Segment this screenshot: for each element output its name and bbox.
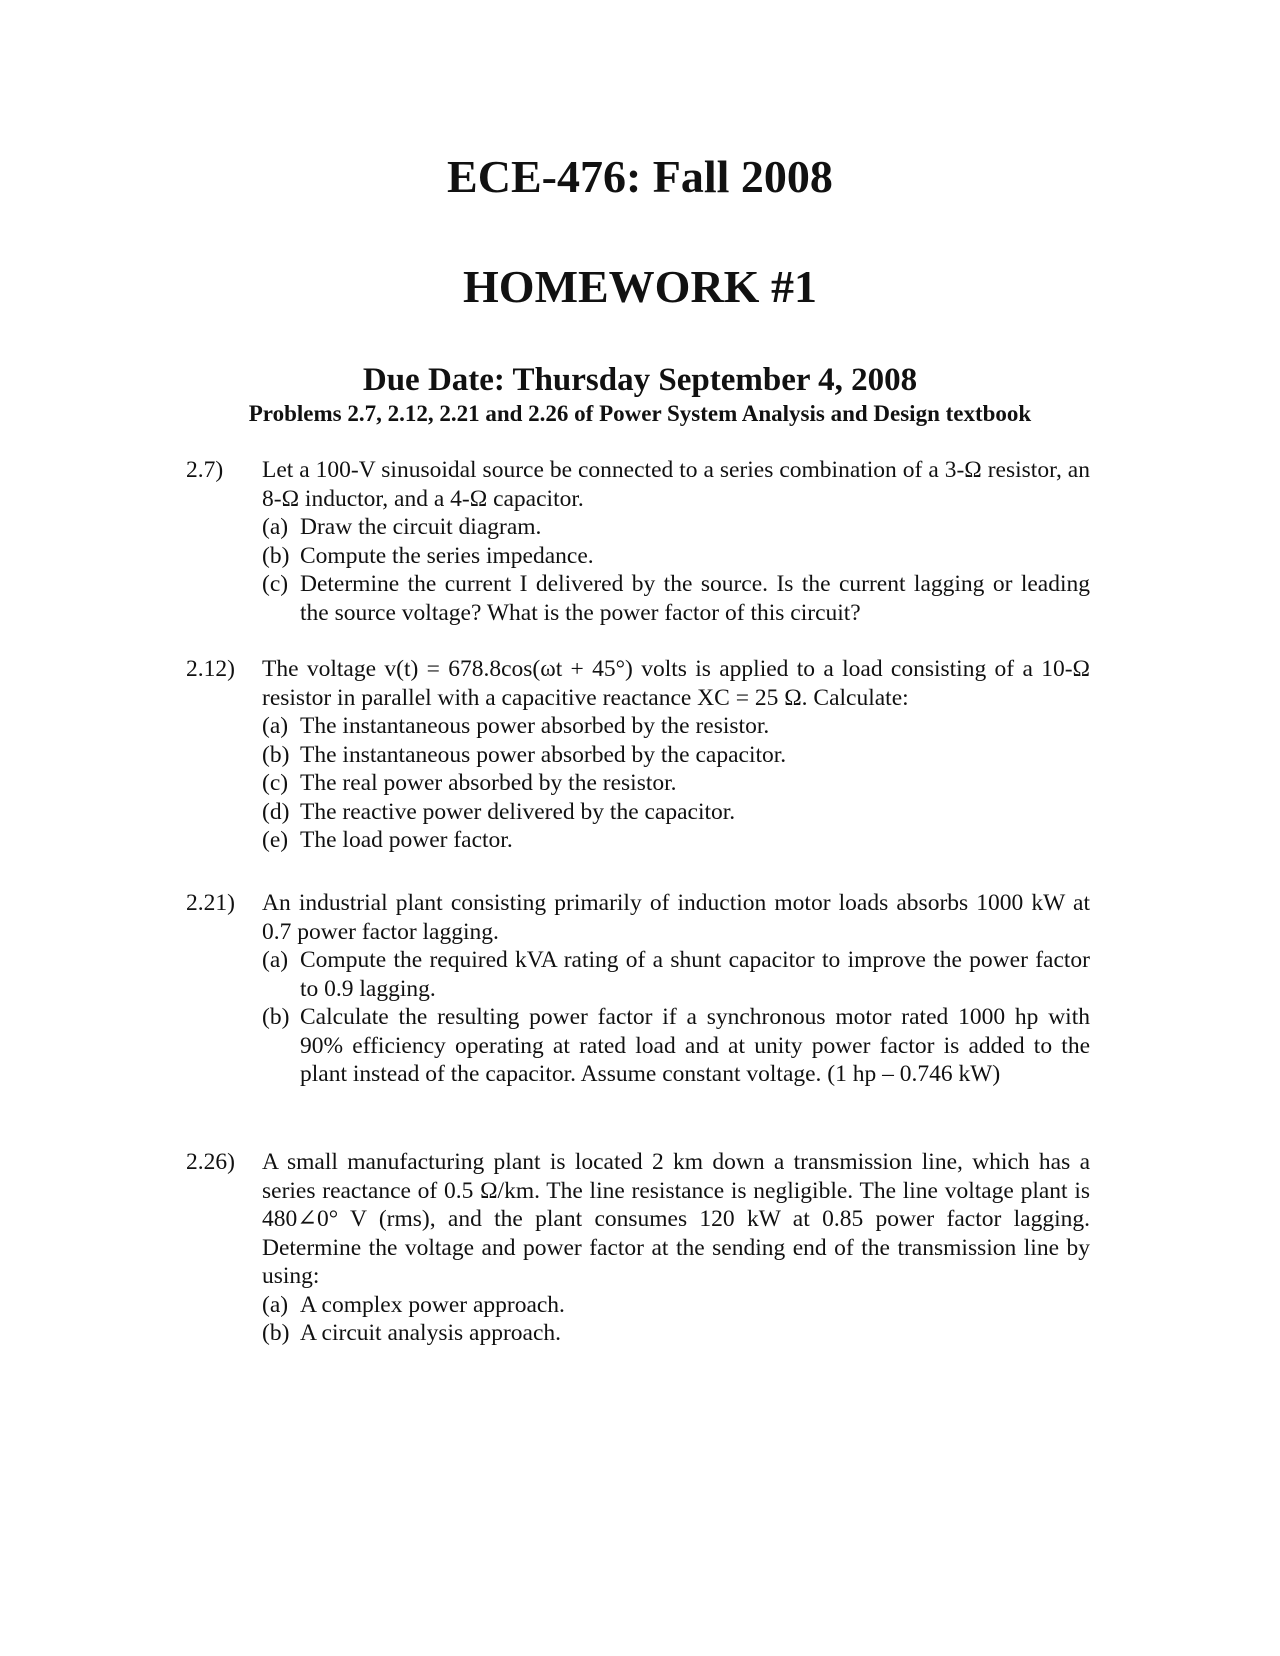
item-label: (b) — [262, 542, 290, 569]
item-text: The reactive power delivered by the capacitor. — [300, 798, 736, 825]
item-text: Determine the current I delivered by the source. Is the current lagging or leading the source voltage? What is the power factor of this circuit? — [300, 571, 1090, 626]
list-item — [262, 570, 1090, 627]
item-label: (b) — [262, 741, 290, 768]
item-label: (a) — [262, 1291, 289, 1318]
list-item — [262, 741, 1090, 770]
list-item — [262, 712, 1090, 741]
list-item — [262, 769, 1090, 798]
item-label: (e) — [262, 827, 289, 853]
item-text: The instantaneous power absorbed by the capacitor. — [300, 741, 787, 768]
item-text: Draw the circuit diagram. — [300, 514, 542, 540]
list-item — [262, 513, 1090, 542]
item-text: The load power factor. — [300, 827, 513, 853]
list-item — [262, 798, 1090, 827]
problem-stem: Let a 100-V sinusoidal source be connected to a series combination of a 3-Ω resistor, an 8-Ω inductor, and a 4-Ω capacitor. — [262, 457, 1090, 512]
item-text: Calculate the resulting power factor if a synchronous motor rated 1000 hp with 90% efficiency operating at rated load and at unity power factor is added to the plant instead of the capacitor. Assume constant voltage. (1 hp – 0.746 kW) — [300, 1004, 1090, 1087]
course-title: ECE-476: Fall 2008 — [447, 151, 833, 202]
item-text: Compute the series impedance. — [300, 542, 594, 569]
problem-stem: The voltage v(t) = 678.8cos(ωt + 45°) volts is applied to a load consisting of a 10-Ω resistor in parallel with a capacitive reactance XC = 25 Ω. Calculate: — [262, 656, 1090, 711]
item-label: (a) — [262, 947, 289, 973]
item-label: (c) — [262, 571, 289, 597]
item-label: (a) — [262, 514, 289, 540]
problem-number: 2.21) — [186, 890, 235, 916]
item-text: Compute the required kVA rating of a shunt capacitor to improve the power factor to 0.9 lagging. — [300, 947, 1090, 1002]
item-label: (c) — [262, 770, 289, 796]
item-label: (b) — [262, 1320, 290, 1346]
problems-line: Problems 2.7, 2.12, 2.21 and 2.26 of Power System Analysis and Design textbook — [248, 401, 1032, 426]
due-date: Due Date: Thursday September 4, 2008 — [362, 362, 918, 398]
problem-number: 2.12) — [186, 656, 235, 682]
item-text: The instantaneous power absorbed by the resistor. — [300, 713, 770, 739]
item-text: A circuit analysis approach. — [300, 1320, 562, 1346]
item-text: A complex power approach. — [300, 1291, 565, 1318]
list-item — [262, 826, 1090, 855]
assignment-title: HOMEWORK #1 — [463, 261, 817, 312]
list-item — [262, 542, 1090, 571]
list-item — [262, 1319, 1090, 1348]
item-label: (d) — [262, 798, 290, 825]
item-text: The real power absorbed by the resistor. — [300, 770, 677, 796]
list-item — [262, 1291, 1090, 1320]
list-item — [262, 946, 1090, 1003]
item-label: (a) — [262, 713, 289, 739]
problem-stem: A small manufacturing plant is located 2 km down a transmission line, which has a series reactance of 0.5 Ω/km. The line resistance is negligible. The line voltage plant is 480∠0° V (rms), and the plant consumes 120 kW at 0.85 power factor lagging. Determine the voltage and power factor at the sending end of the transmission line by using: — [262, 1149, 1090, 1289]
list-item — [262, 1003, 1090, 1089]
item-label: (b) — [262, 1004, 290, 1030]
problem-stem: An industrial plant consisting primarily of induction motor loads absorbs 1000 kW at 0.7 power factor lagging. — [262, 890, 1090, 945]
problem-number: 2.26) — [186, 1149, 235, 1175]
problem-number: 2.7) — [186, 457, 224, 483]
